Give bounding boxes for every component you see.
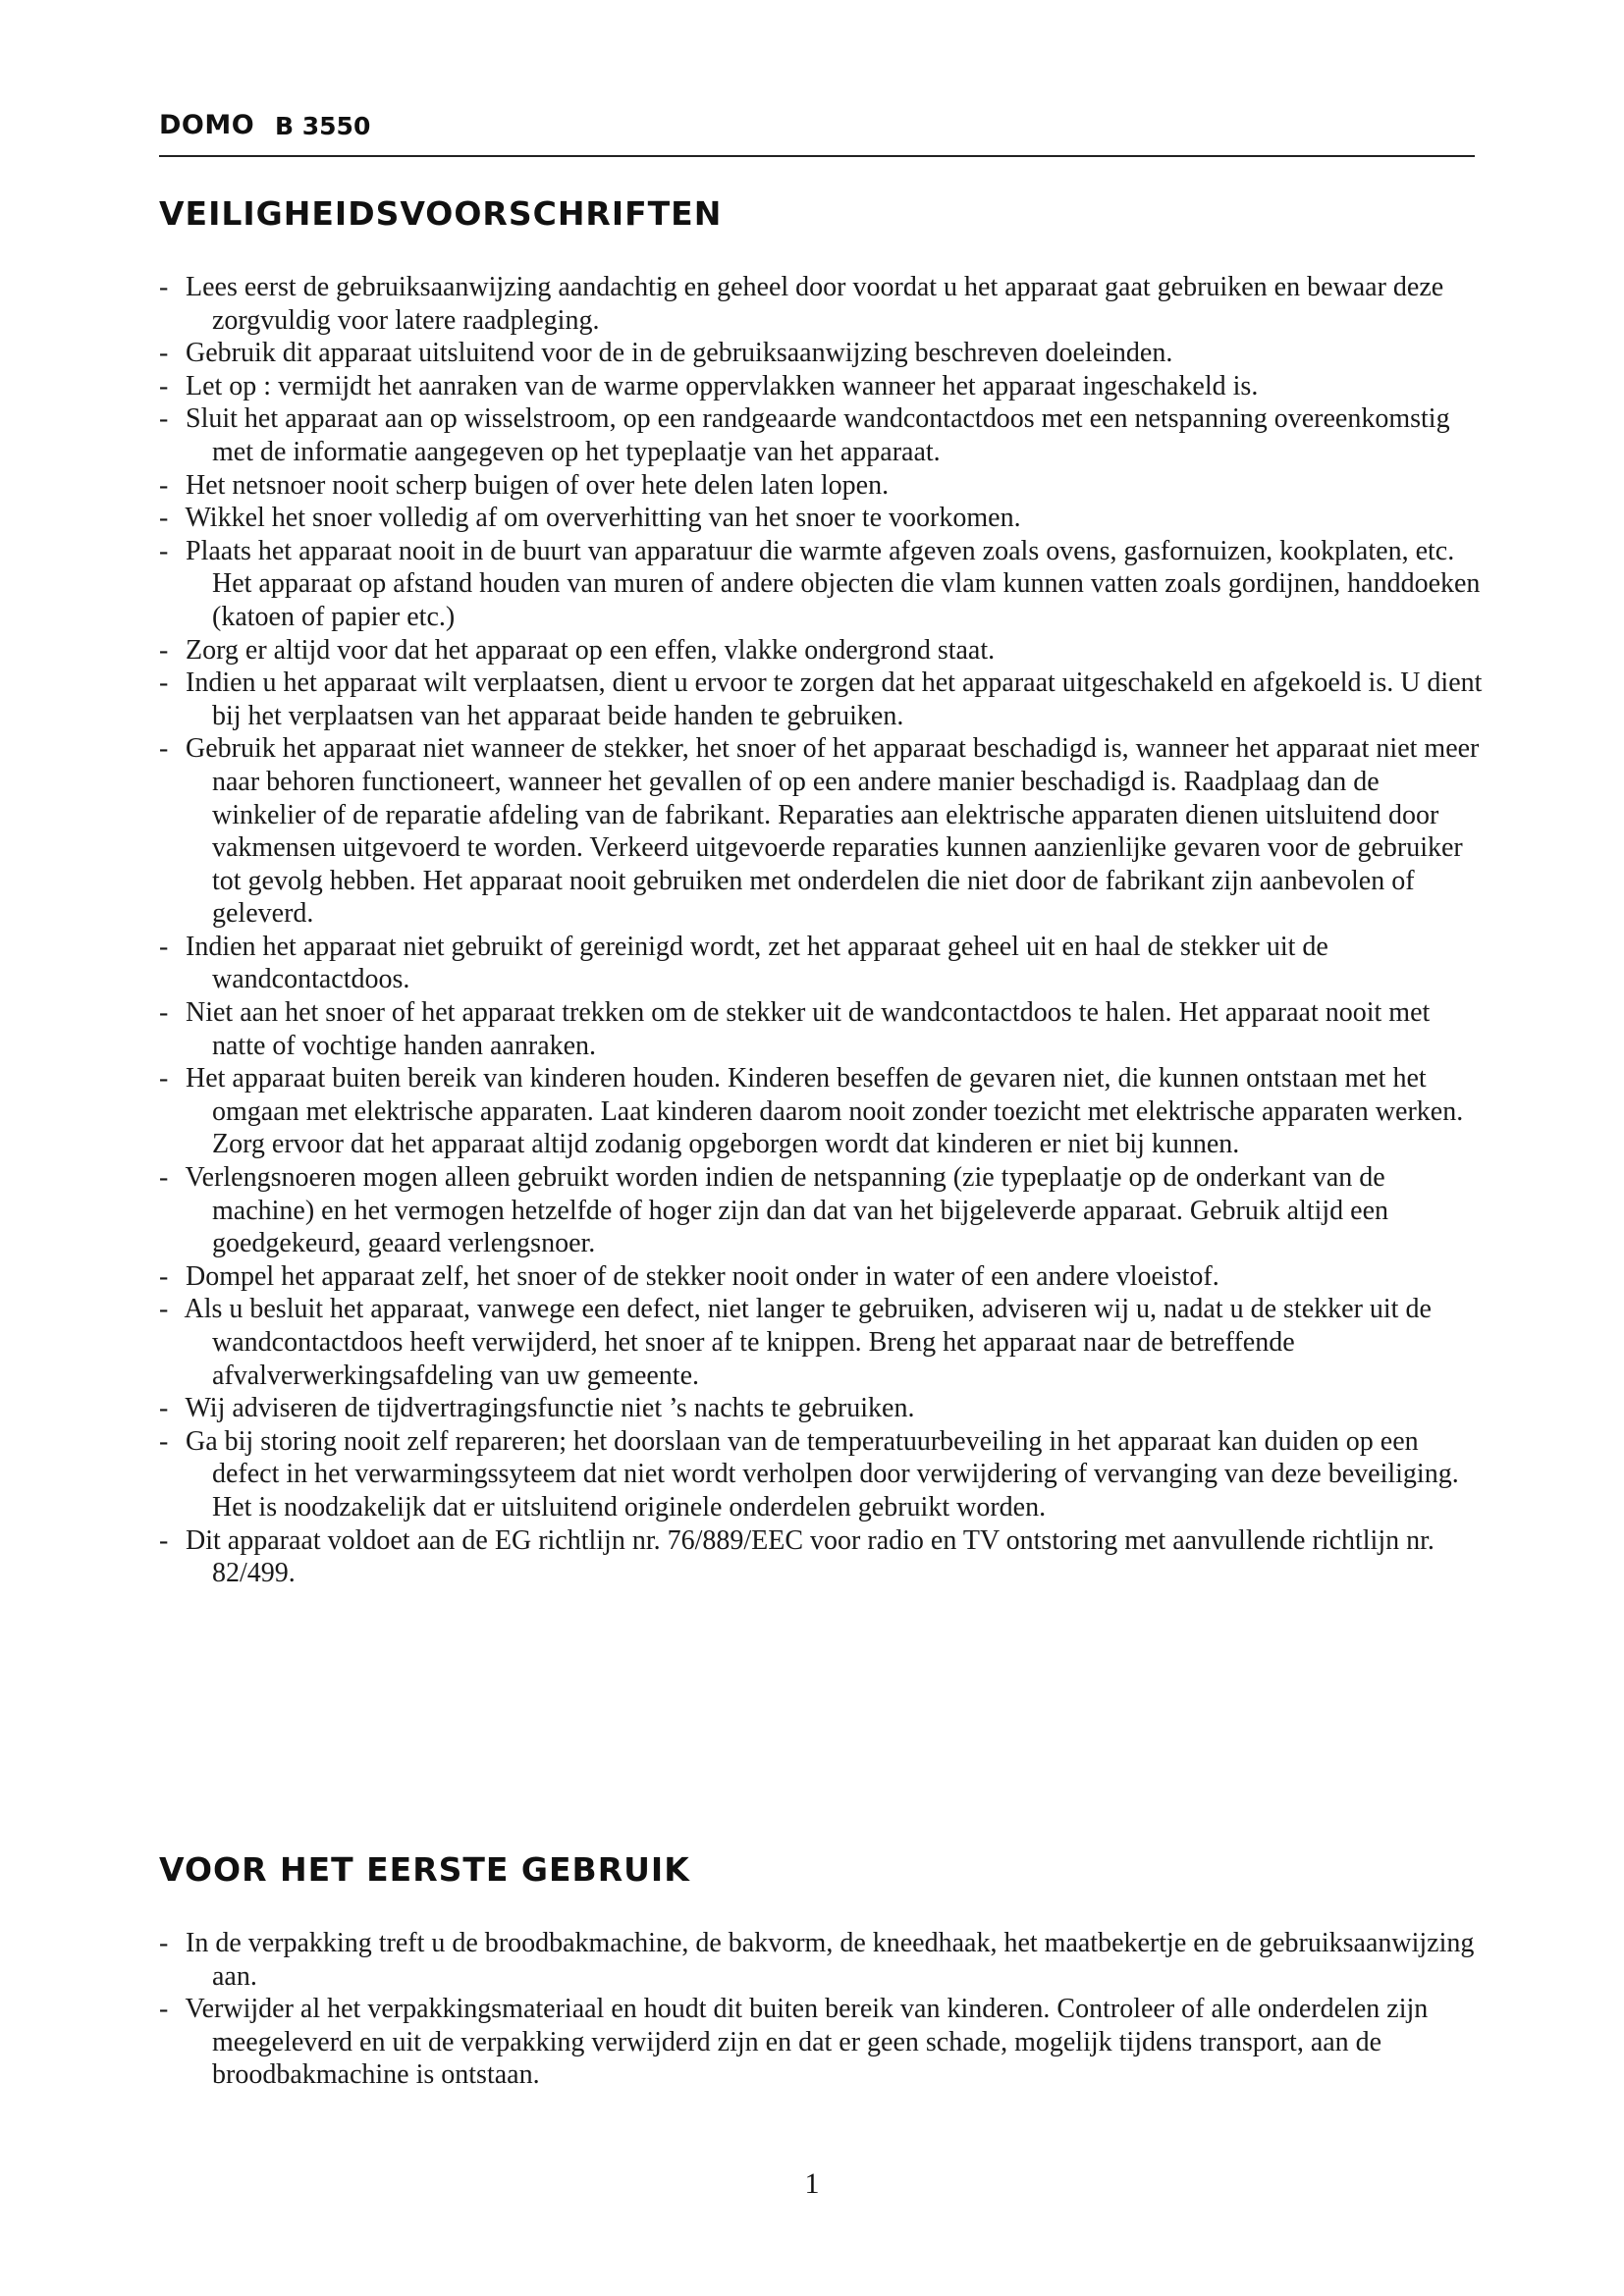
list-item: - Als u besluit het apparaat, vanwege een defect, niet langer te gebruiken, adviseren wij u, nadat u de stekker uit de wandcontactdoos heeft verwijderd, het snoer af te knippen. Breng het apparaat naar de betreffende afvalverwerkingsafdeling van uw gemeente. bbox=[159, 1294, 1432, 1391]
list-item: - Dit apparaat voldoet aan de EG richtlijn nr. 76/889/EEC voor radio en TV ontstoring met aanvullende richtlijn nr. 82/499. bbox=[159, 1524, 1435, 1589]
list-item: - Wikkel het snoer volledig af om oververhitting van het snoer te voorkomen. bbox=[159, 503, 1021, 534]
list-item: - Zorg er altijd voor dat het apparaat op een effen, vlakke ondergrond staat. bbox=[159, 634, 996, 666]
list-item: - Dompel het apparaat zelf, het snoer of de stekker nooit onder in water of een andere vloeistof. bbox=[159, 1260, 1219, 1292]
list-item: - Verlengsnoeren mogen alleen gebruikt worden indien de netspanning (zie typeplaatje op de onderkant van de machine) en het vermogen hetzelfde of hoger zijn dan dat van het bijgeleverde apparaat. Gebruik altijd een goedgekeurd, geaard verlengsnoer. bbox=[159, 1162, 1389, 1259]
model-number: B 3550 bbox=[275, 112, 371, 140]
list-item: - Indien u het apparaat wilt verplaatsen, dient u ervoor te zorgen dat het apparaat uitgeschakeld en afgekoeld is. U dient bij het verplaatsen van het apparaat beide handen te gebruiken. bbox=[159, 667, 1483, 731]
list-item: - Sluit het apparaat aan op wisselstroom, op een randgeaarde wandcontactdoos met een netspanning overeenkomstig met de informatie aangegeven op het typeplaatje van het apparaat. bbox=[159, 403, 1450, 467]
list-item: - Let op : vermijdt het aanraken van de warme oppervlakken wanneer het apparaat ingeschakeld is. bbox=[159, 370, 1259, 401]
section-title-first-use: VOOR HET EERSTE GEBRUIK bbox=[159, 1850, 690, 1889]
list-item: - Plaats het apparaat nooit in de buurt van apparatuur die warmte afgeven zoals ovens, gasfornuizen, kookplaten, etc. Het apparaat op afstand houden van muren of andere objecten die vlam kunnen vatten zoals gordijnen, handdoeken (katoen of papier etc.) bbox=[159, 535, 1481, 632]
list-item: - Niet aan het snoer of het apparaat trekken om de stekker uit de wandcontactdoos te halen. Het apparaat nooit met natte of vochtige handen aanraken. bbox=[159, 997, 1431, 1061]
list-item: - Indien het apparaat niet gebruikt of gereinigd wordt, zet het apparaat geheel uit en haal de stekker uit de wandcontactdoos. bbox=[159, 931, 1328, 995]
brand-name: DOMO bbox=[159, 110, 255, 140]
list-item: - Het netsnoer nooit scherp buigen of over hete delen laten lopen. bbox=[159, 469, 890, 501]
list-item: - Gebruik het apparaat niet wanneer de stekker, het snoer of het apparaat beschadigd is, wanneer het apparaat niet meer naar behoren functioneert, wanneer het gevallen of op een andere manier beschadigd is. Raadplaag dan de winkelier of de reparatie afdeling van de fabrikant. Reparaties aan elektrische apparaten dienen uitsluitend door vakmensen uitgevoerd te worden. Verkeerd uitgevoerde reparaties kunnen aanzienlijke gevaren voor de gebruiker tot gevolg hebben. Het apparaat nooit gebruiken met onderdelen die niet door de fabrikant zijn aanbevolen of geleverd. bbox=[159, 733, 1480, 930]
page-header bbox=[159, 110, 1475, 157]
first-use-list bbox=[159, 1927, 1485, 2092]
list-item: - Ga bij storing nooit zelf repareren; het doorslaan van de temperatuurbeveiling in het apparaat kan duiden op een defect in het verwarmingssyteem dat niet wordt verholpen door verwijdering of vervanging van deze beveiliging. Het is noodzakelijk dat er uitsluitend originele onderdelen gebruikt worden. bbox=[159, 1425, 1459, 1522]
list-item: - In de verpakking treft u de broodbakmachine, de bakvorm, de kneedhaak, het maatbekertje en de gebruiksaanwijzing aan. bbox=[159, 1928, 1475, 1992]
page-number: 1 bbox=[804, 2167, 820, 2200]
list-item: - Verwijder al het verpakkingsmateriaal en houdt dit buiten bereik van kinderen. Controleer of alle onderdelen zijn meegeleverd en uit de verpakking verwijderd zijn en dat er geen schade, mogelijk tijdens transport, aan de broodbakmachine is ontstaan. bbox=[159, 1994, 1429, 2091]
list-item: - Het apparaat buiten bereik van kinderen houden. Kinderen beseffen de gevaren niet, die kunnen ontstaan met het omgaan met elektrische apparaten. Laat kinderen daarom nooit zonder toezicht met elektrische apparaten werken. Zorg ervoor dat het apparaat altijd zodanig opgeborgen wordt dat kinderen er niet bij kunnen. bbox=[159, 1063, 1464, 1160]
list-item: - Wij adviseren de tijdvertragingsfunctie niet ’s nachts te gebruiken. bbox=[159, 1393, 915, 1424]
safety-instructions-list bbox=[159, 271, 1485, 1590]
section-title-safety: VEILIGHEIDSVOORSCHRIFTEN bbox=[159, 194, 723, 233]
list-item: - Lees eerst de gebruiksaanwijzing aandachtig en geheel door voordat u het apparaat gaat gebruiken en bewaar deze zorgvuldig voor latere raadpleging. bbox=[159, 272, 1444, 336]
list-item: - Gebruik dit apparaat uitsluitend voor de in de gebruiksaanwijzing beschreven doeleinden. bbox=[159, 338, 1173, 369]
